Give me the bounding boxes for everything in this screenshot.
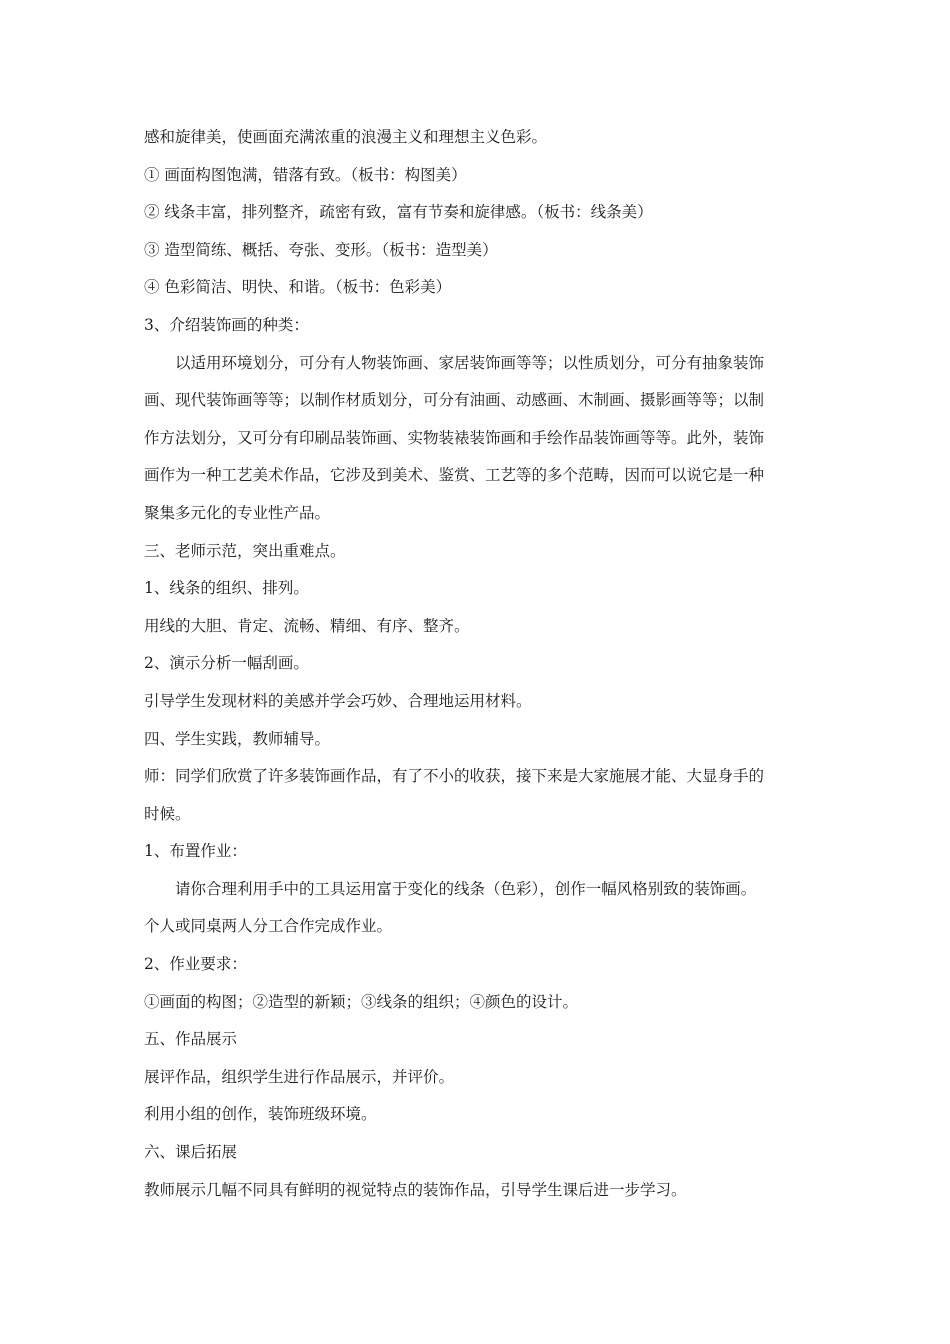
text-line: 以适用环境划分，可分有人物装饰画、家居装饰画等等；以性质划分，可分有抽象装饰 bbox=[175, 353, 765, 372]
text-line: 3、介绍装饰画的种类： bbox=[144, 315, 309, 334]
text-line: 引导学生发现材料的美感并学会巧妙、合理地运用材料。 bbox=[144, 691, 532, 710]
text-line: 五、作品展示 bbox=[144, 1030, 238, 1049]
document-body bbox=[144, 119, 816, 1209]
text-line: ① 画面构图饱满，错落有致。（板书：构图美） bbox=[144, 165, 467, 184]
text-line: 聚集多元化的专业性产品。 bbox=[144, 503, 331, 522]
text-line: 展评作品，组织学生进行作品展示，并评价。 bbox=[144, 1067, 455, 1086]
text-line: 教师展示几幅不同具有鲜明的视觉特点的装饰作品，引导学生课后进一步学习。 bbox=[144, 1180, 687, 1199]
text-line: 1、线条的组织、排列。 bbox=[144, 579, 309, 598]
text-line: 三、老师示范，突出重难点。 bbox=[144, 541, 346, 560]
text-line: 六、课后拓展 bbox=[144, 1143, 238, 1162]
text-line: ①画面的构图；②造型的新颖；③线条的组织；④颜色的设计。 bbox=[144, 992, 579, 1011]
text-line: 画作为一种工艺美术作品，它涉及到美术、鉴赏、工艺等的多个范畴，因而可以说它是一种 bbox=[144, 466, 765, 485]
text-line: 感和旋律美，使画面充满浓重的浪漫主义和理想主义色彩。 bbox=[144, 128, 548, 146]
text-line: 请你合理利用手中的工具运用富于变化的线条（色彩），创作一幅风格别致的装饰画。 bbox=[175, 879, 757, 898]
text-line: 用线的大胆、肯定、流畅、精细、有序、整齐。 bbox=[144, 616, 470, 635]
text-line: 个人或同桌两人分工合作完成作业。 bbox=[144, 917, 393, 936]
text-line: 时候。 bbox=[144, 804, 191, 823]
text-line: 2、演示分析一幅刮画。 bbox=[144, 654, 309, 673]
text-line: 作方法划分，又可分有印刷品装饰画、实物装裱装饰画和手绘作品装饰画等等。此外，装饰 bbox=[144, 428, 765, 447]
text-line: ③ 造型简练、概括、夸张、变形。（板书：造型美） bbox=[144, 240, 498, 259]
text-line: 画、现代装饰画等等；以制作材质划分，可分有油画、动感画、木制画、摄影画等等；以制 bbox=[144, 391, 765, 410]
text-line: 师：同学们欣赏了许多装饰画作品，有了不小的收获，接下来是大家施展才能、大显身手的 bbox=[144, 767, 765, 786]
text-line: 利用小组的创作，装饰班级环境。 bbox=[144, 1105, 377, 1124]
text-line: ④ 色彩简洁、明快、和谐。（板书：色彩美） bbox=[144, 278, 452, 297]
text-line: 四、学生实践，教师辅导。 bbox=[144, 729, 331, 748]
text-line: 2、作业要求： bbox=[144, 955, 247, 974]
text-line: ② 线条丰富，排列整齐，疏密有致，富有节奏和旋律感。（板书：线条美） bbox=[144, 203, 653, 222]
text-line: 1、布置作业： bbox=[144, 842, 247, 861]
